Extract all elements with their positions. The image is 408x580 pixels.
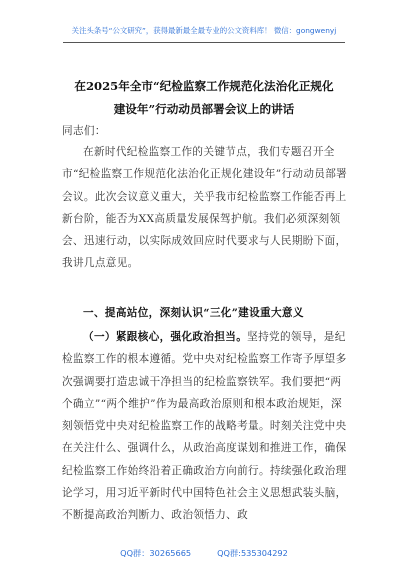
- intro-paragraph: 在新时代纪检监察工作的关键节点，我们专题召开全市“纪检监察工作规范化法治化正规化建设年”行动动员部署会议。此次会议意义重大，关乎我市纪检监察工作能否再上新台阶，能否为XX高质量发展保驾护航。我们必须深刻领会、迅速行动，以实际成效回应时代要求与人民期盼下面，我讲几点意见。: [62, 146, 348, 270]
- section-heading: 一、提高站位，深刻认识“三化”建设重大意义: [83, 307, 304, 319]
- body-paragraph: [62, 326, 348, 527]
- header-banner: 关注头条号“公文研究”，获得最新最全最专业的公文资料库！ 微信：gongwenyj: [71, 26, 337, 35]
- footer: [0, 548, 408, 559]
- footer-qq-group-1: QQ群：30265665: [120, 548, 192, 558]
- salutation: 同志们：: [62, 125, 106, 137]
- header-divider: [63, 42, 345, 43]
- footer-qq-group-2: QQ群:535304292: [217, 548, 288, 558]
- paragraph-body: 坚持党的领导，是纪检监察工作的根本遵循。党中央对纪检监察工作寄予厚望多次强调要打造忠诚干净担当的纪检监察铁军。我们要把“两个确立”“两个维护”作为最高政治原则和根本政治规矩，深刻领悟党中央对纪检监察工作的战略考量。时刻关注党中央在关注什么、强调什么，从政治高度谋划和推进工作，确保纪检监察工作始终沿着正确政治方向前行。持续强化政治理论学习，用习近平新时代中国特色社会主义思想武装头脑，不断提高政治判断力、政治领悟力、政: [62, 331, 347, 522]
- paragraph-lead: （一）紧跟核心，强化政治担当。: [83, 331, 248, 343]
- document-title: 在2025年全市“纪检监察工作规范化法治化正规化建设年”行动动员部署会议上的讲话: [74, 79, 334, 116]
